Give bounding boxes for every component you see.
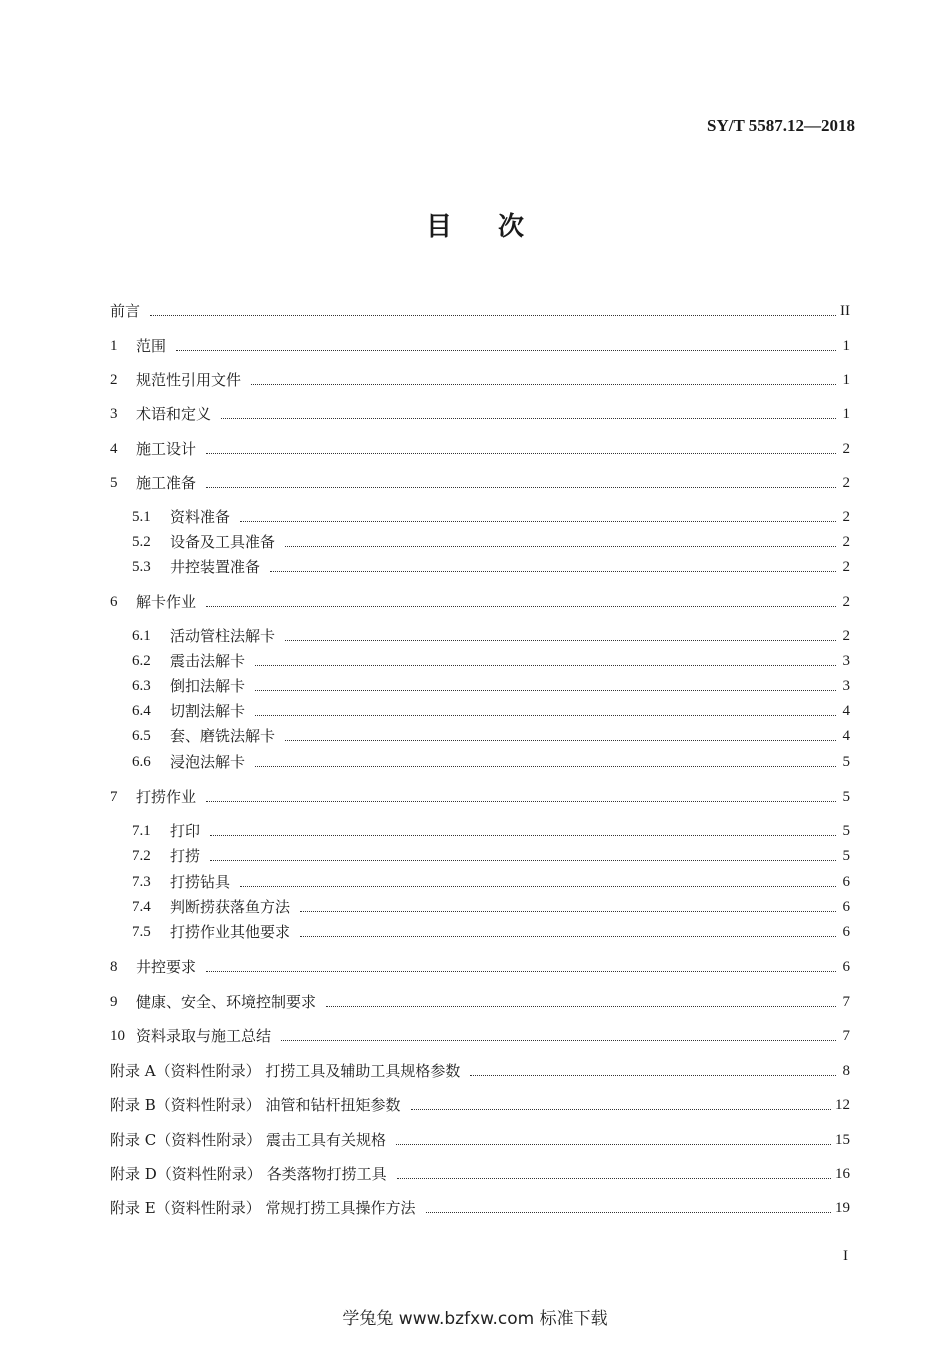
toc-entry[interactable] bbox=[110, 369, 850, 391]
toc-entry-number: 1 bbox=[110, 338, 118, 354]
toc-entry-number: 7 bbox=[110, 789, 118, 805]
toc-entry-page: 5 bbox=[842, 848, 850, 864]
toc-entry[interactable] bbox=[110, 438, 850, 460]
toc-entry-label: 震击法解卡 bbox=[170, 652, 246, 670]
toc-entry-label: 打捞作业其他要求 bbox=[170, 923, 291, 941]
toc-entry-number: 6.5 bbox=[132, 728, 151, 744]
toc-dot-leader bbox=[300, 935, 836, 937]
toc-entry-label: 打印 bbox=[170, 822, 201, 840]
toc-dot-leader bbox=[397, 1177, 831, 1179]
toc-entry-label: 判断捞获落鱼方法 bbox=[170, 898, 291, 916]
toc-entry-number: 6.1 bbox=[132, 628, 151, 644]
toc-entry-label: 打捞 bbox=[170, 847, 201, 865]
toc-entry-number: 4 bbox=[110, 441, 118, 457]
toc-entry-number: 10 bbox=[110, 1028, 125, 1044]
toc-dot-leader bbox=[240, 885, 836, 887]
toc-entry[interactable] bbox=[110, 300, 850, 322]
toc-entry-page: 6 bbox=[842, 899, 850, 915]
toc-entry[interactable] bbox=[132, 751, 850, 773]
toc-dot-leader bbox=[206, 970, 836, 972]
toc-dot-leader bbox=[426, 1211, 832, 1213]
toc-entry-page: 1 bbox=[842, 406, 850, 422]
toc-entry-page: 2 bbox=[842, 628, 850, 644]
toc-entry-label: 前言 bbox=[110, 302, 141, 320]
toc-entry[interactable] bbox=[132, 725, 850, 747]
toc-entry[interactable] bbox=[110, 956, 850, 978]
toc-entry-number: 7.5 bbox=[132, 924, 151, 940]
toc-entry-label: 打捞作业 bbox=[136, 788, 197, 806]
toc-entry-number: 5.3 bbox=[132, 559, 151, 575]
toc-dot-leader bbox=[470, 1074, 836, 1076]
toc-entry-label: 健康、安全、环境控制要求 bbox=[136, 993, 317, 1011]
toc-entry-page: II bbox=[840, 303, 850, 319]
toc-entry[interactable] bbox=[132, 820, 850, 842]
toc-entry-number: 5.1 bbox=[132, 509, 151, 525]
toc-entry-label: 井控要求 bbox=[136, 958, 197, 976]
toc-entry-page: 1 bbox=[842, 372, 850, 388]
toc-entry[interactable] bbox=[110, 1025, 850, 1047]
toc-entry-page: 4 bbox=[842, 703, 850, 719]
toc-dot-leader bbox=[396, 1143, 831, 1145]
title-char-2: 次 bbox=[498, 212, 525, 242]
toc-entry[interactable] bbox=[110, 591, 850, 613]
toc-dot-leader bbox=[255, 765, 836, 767]
toc-entry-number: 7.1 bbox=[132, 823, 151, 839]
toc-entry[interactable] bbox=[110, 786, 850, 808]
toc-entry-page: 6 bbox=[842, 959, 850, 975]
toc-entry-label: 规范性引用文件 bbox=[136, 371, 242, 389]
toc-entry-number: 9 bbox=[110, 994, 118, 1010]
toc-entry-page: 7 bbox=[842, 994, 850, 1010]
toc-entry-page: 16 bbox=[835, 1166, 850, 1182]
toc-entry-number: 2 bbox=[110, 372, 118, 388]
toc-entry[interactable] bbox=[132, 700, 850, 722]
toc-entry-number: 5 bbox=[110, 475, 118, 491]
toc-dot-leader bbox=[281, 1039, 836, 1041]
toc-entry-label: 施工准备 bbox=[136, 474, 197, 492]
toc-entry[interactable] bbox=[110, 403, 850, 425]
toc-dot-leader bbox=[210, 859, 836, 861]
toc-entry-number: 8 bbox=[110, 959, 118, 975]
toc-entry-page: 12 bbox=[835, 1097, 850, 1113]
toc-entry-page: 6 bbox=[842, 874, 850, 890]
toc-entry-page: 7 bbox=[842, 1028, 850, 1044]
toc-entry[interactable] bbox=[110, 991, 850, 1013]
toc-entry-number: 7.4 bbox=[132, 899, 151, 915]
toc-entry-label: 资料录取与施工总结 bbox=[136, 1027, 272, 1045]
toc-dot-leader bbox=[150, 314, 836, 316]
toc-entry-page: 8 bbox=[842, 1063, 850, 1079]
toc-entry-page: 5 bbox=[842, 754, 850, 770]
toc-dot-leader bbox=[270, 570, 836, 572]
toc-entry[interactable] bbox=[132, 650, 850, 672]
toc-dot-leader bbox=[176, 349, 836, 351]
toc-entry-number: 3 bbox=[110, 406, 118, 422]
toc-entry-label: 术语和定义 bbox=[136, 405, 212, 423]
toc-entry-label: 活动管柱法解卡 bbox=[170, 627, 276, 645]
toc-entry[interactable] bbox=[110, 335, 850, 357]
toc-entry-page: 6 bbox=[842, 924, 850, 940]
toc-entry[interactable] bbox=[110, 1094, 850, 1116]
standard-code: SY/T 5587.12—2018 bbox=[707, 116, 855, 135]
toc-entry-label: 设备及工具准备 bbox=[170, 533, 276, 551]
toc-entry-label: 套、磨铣法解卡 bbox=[170, 727, 276, 745]
toc-dot-leader bbox=[206, 486, 836, 488]
toc-entry[interactable] bbox=[132, 675, 850, 697]
page-number: I bbox=[843, 1248, 848, 1264]
toc-entry[interactable] bbox=[132, 531, 850, 553]
toc-entry-number: 6.4 bbox=[132, 703, 151, 719]
toc-entry[interactable] bbox=[132, 625, 850, 647]
toc-dot-leader bbox=[255, 714, 836, 716]
toc-entry-label: 附录 E（资料性附录） 常规打捞工具操作方法 bbox=[110, 1199, 416, 1217]
toc-dot-leader bbox=[285, 739, 836, 741]
toc-entry-page: 2 bbox=[842, 534, 850, 550]
toc-dot-leader bbox=[411, 1108, 831, 1110]
toc-entry-page: 19 bbox=[835, 1200, 850, 1216]
toc-dot-leader bbox=[251, 383, 836, 385]
toc-entry-number: 6.2 bbox=[132, 653, 151, 669]
toc-dot-leader bbox=[206, 800, 836, 802]
toc-dot-leader bbox=[255, 664, 836, 666]
toc-entry-page: 3 bbox=[842, 678, 850, 694]
toc-entry-page: 3 bbox=[842, 653, 850, 669]
toc-entry-label: 附录 C（资料性附录） 震击工具有关规格 bbox=[110, 1131, 387, 1149]
toc-entry-page: 2 bbox=[842, 475, 850, 491]
toc-entry-number: 6.6 bbox=[132, 754, 151, 770]
toc-entry-number: 6 bbox=[110, 594, 118, 610]
toc-entry[interactable] bbox=[132, 506, 850, 528]
toc-entry-number: 7.2 bbox=[132, 848, 151, 864]
toc-entry-label: 附录 B（资料性附录） 油管和钻杆扭矩参数 bbox=[110, 1096, 401, 1114]
toc-entry[interactable] bbox=[110, 472, 850, 494]
toc-entry-label: 打捞钻具 bbox=[170, 873, 231, 891]
toc-entry[interactable] bbox=[132, 845, 850, 867]
toc-dot-leader bbox=[206, 452, 836, 454]
toc-dot-leader bbox=[300, 910, 836, 912]
toc-entry-number: 7.3 bbox=[132, 874, 151, 890]
toc-entry-number: 5.2 bbox=[132, 534, 151, 550]
toc-entry-number: 6.3 bbox=[132, 678, 151, 694]
toc-entry-page: 2 bbox=[842, 559, 850, 575]
toc-entry-page: 2 bbox=[842, 594, 850, 610]
toc-entry-page: 15 bbox=[835, 1132, 850, 1148]
toc-entry[interactable] bbox=[110, 1129, 850, 1151]
toc-entry[interactable] bbox=[110, 1197, 850, 1219]
toc-entry[interactable] bbox=[132, 871, 850, 893]
toc-dot-leader bbox=[210, 834, 836, 836]
toc-entry-label: 切割法解卡 bbox=[170, 702, 246, 720]
toc-entry-page: 1 bbox=[842, 338, 850, 354]
toc-dot-leader bbox=[255, 689, 836, 691]
toc-dot-leader bbox=[221, 417, 836, 419]
toc-entry-label: 附录 A（资料性附录） 打捞工具及辅助工具规格参数 bbox=[110, 1062, 461, 1080]
watermark-text: 学兔兔 www.bzfxw.com 标准下载 bbox=[342, 1309, 608, 1329]
toc-entry[interactable] bbox=[110, 1163, 850, 1185]
toc-entry-label: 资料准备 bbox=[170, 508, 231, 526]
title-char-1: 目 bbox=[425, 212, 452, 242]
toc-entry[interactable] bbox=[132, 921, 850, 943]
toc-entry-label: 施工设计 bbox=[136, 440, 197, 458]
toc-entry[interactable] bbox=[132, 556, 850, 578]
toc-dot-leader bbox=[285, 639, 836, 641]
toc-entry-page: 2 bbox=[842, 441, 850, 457]
toc-entry-label: 倒扣法解卡 bbox=[170, 677, 246, 695]
toc-entry-label: 解卡作业 bbox=[136, 593, 197, 611]
toc-entry-page: 4 bbox=[842, 728, 850, 744]
toc-entry-page: 2 bbox=[842, 509, 850, 525]
toc-entry[interactable] bbox=[132, 896, 850, 918]
toc-dot-leader bbox=[285, 545, 836, 547]
toc-entry-page: 5 bbox=[842, 789, 850, 805]
toc-dot-leader bbox=[206, 605, 836, 607]
toc-entry[interactable] bbox=[110, 1060, 850, 1082]
toc-entry-label: 浸泡法解卡 bbox=[170, 753, 246, 771]
toc-entry-page: 5 bbox=[842, 823, 850, 839]
toc-entry-label: 井控装置准备 bbox=[170, 558, 261, 576]
toc-dot-leader bbox=[326, 1005, 836, 1007]
toc-dot-leader bbox=[240, 520, 836, 522]
toc-entry-label: 附录 D（资料性附录） 各类落物打捞工具 bbox=[110, 1165, 387, 1183]
toc-entry-label: 范围 bbox=[136, 337, 167, 355]
